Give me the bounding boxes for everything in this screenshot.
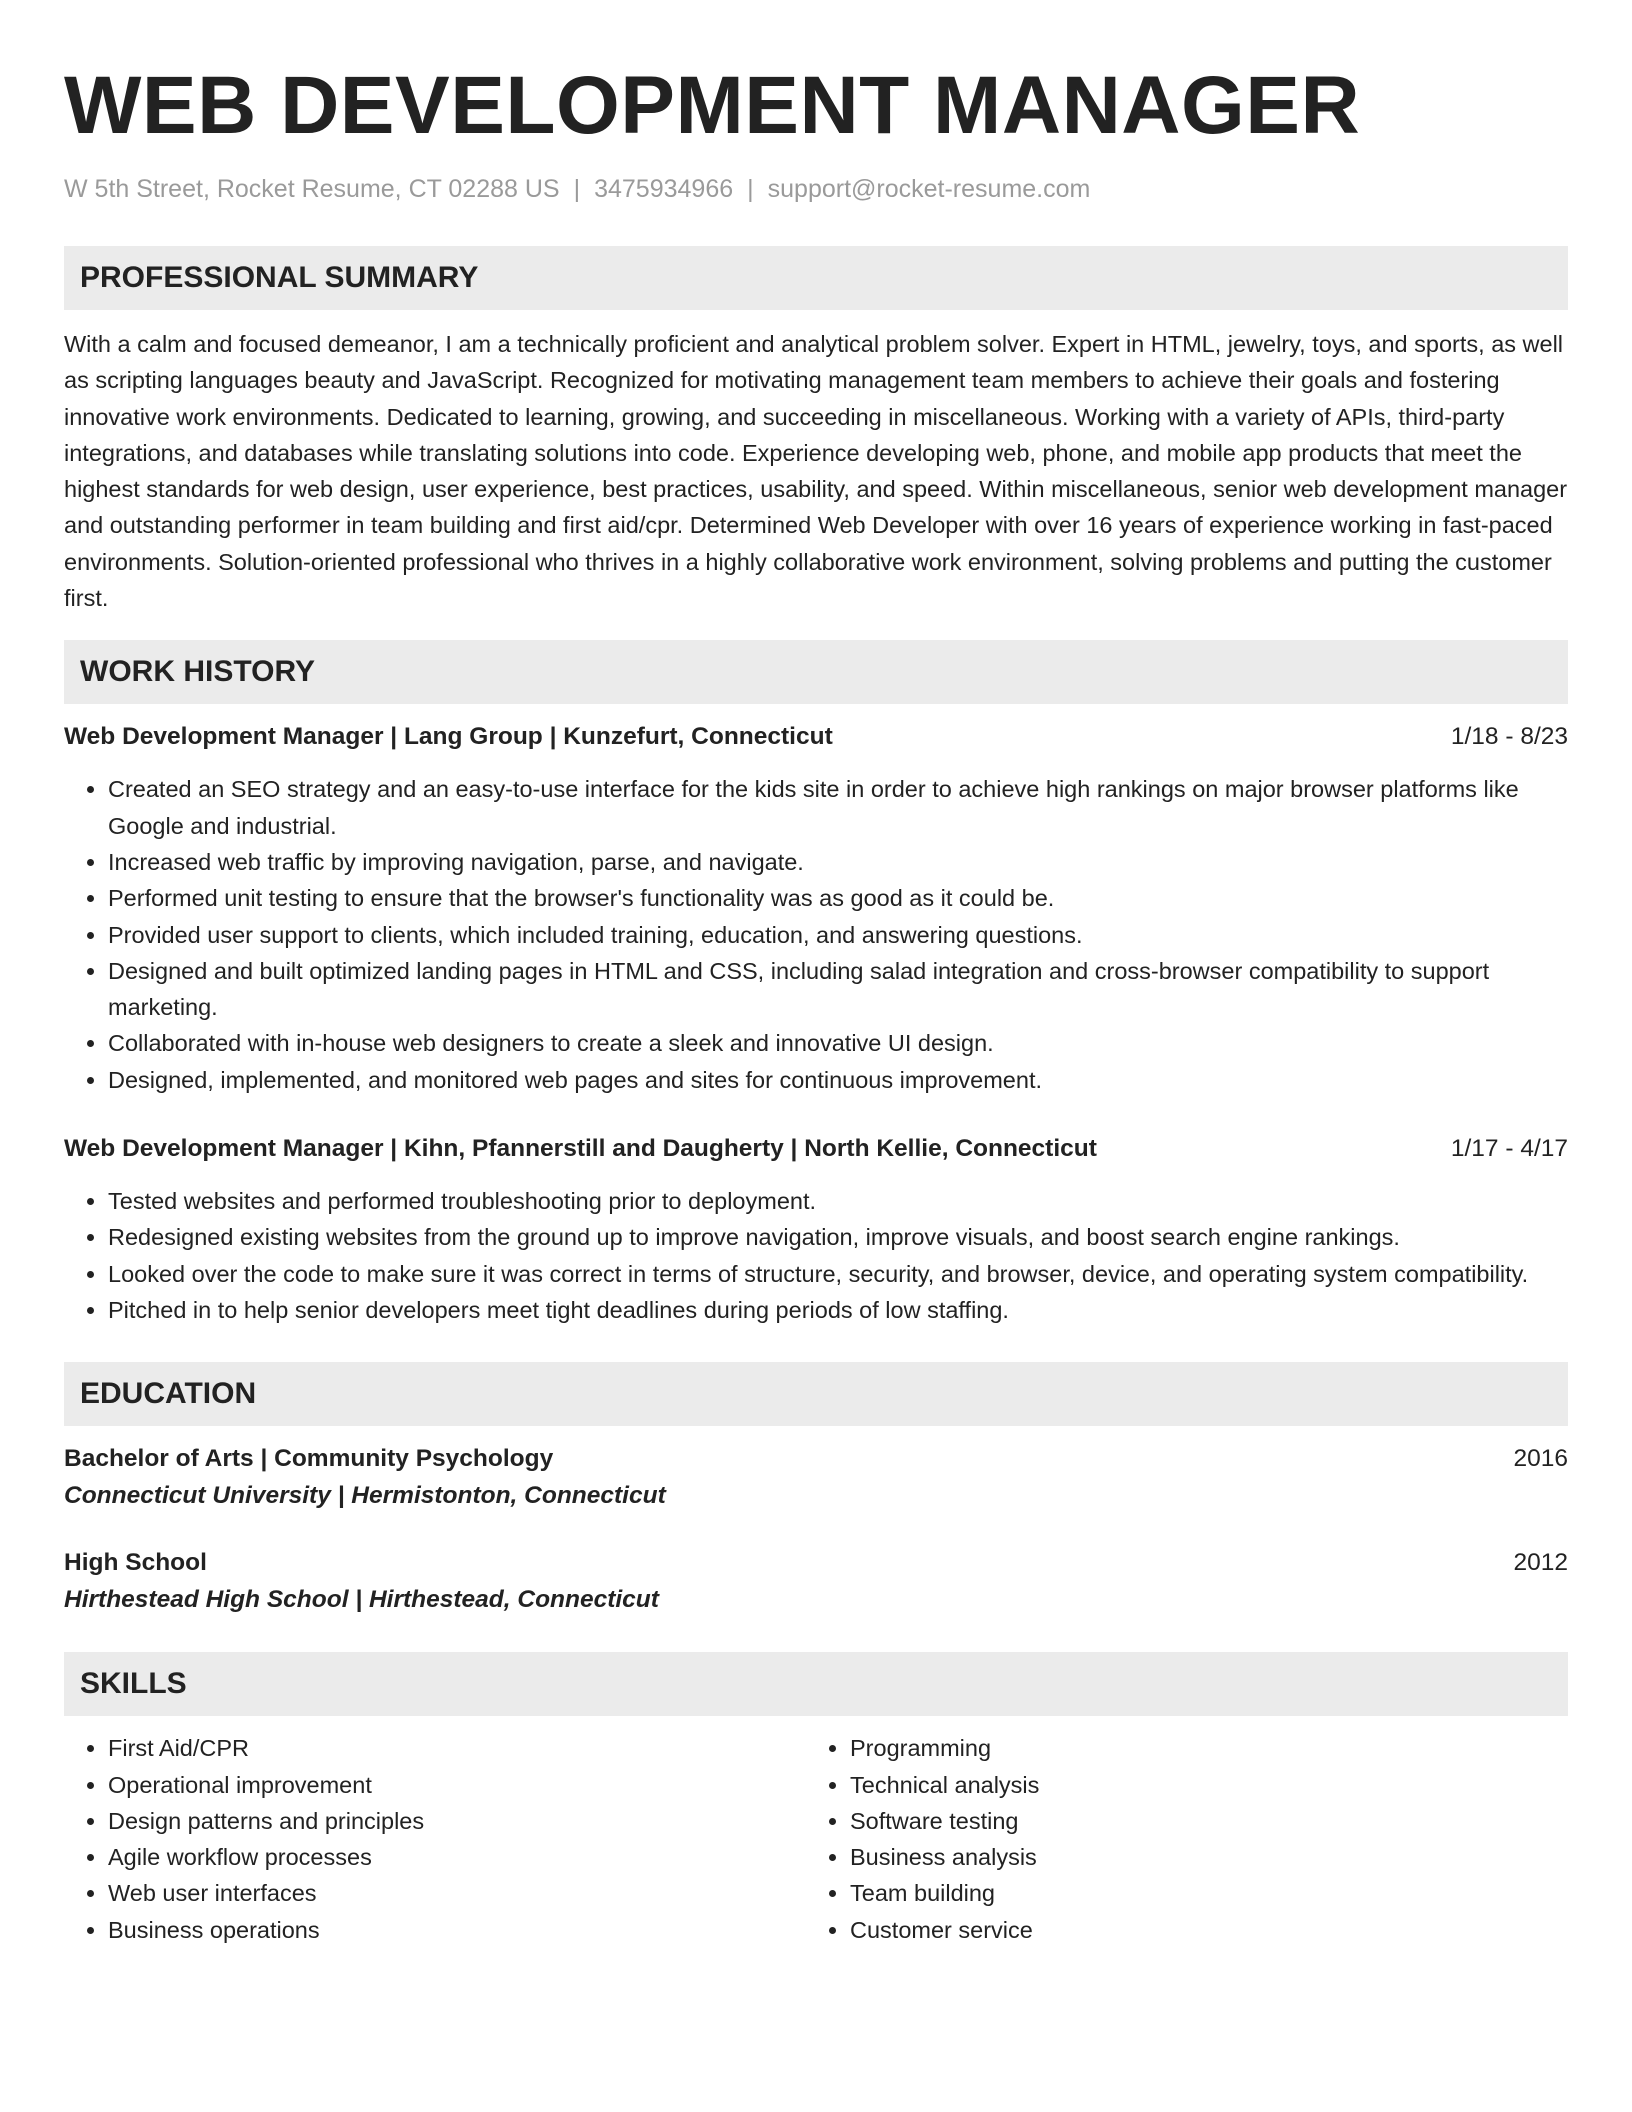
list-item: • Team building <box>850 1875 1548 1911</box>
contact-separator: | <box>747 175 754 203</box>
resume-page <box>64 0 1568 1948</box>
job-title: Web Development Manager | Lang Group | Kunzefurt, Connecticut <box>64 723 833 751</box>
skills-columns <box>64 1730 1568 1948</box>
list-item: • Web user interfaces <box>108 1875 806 1911</box>
section-heading-work: WORK HISTORY <box>64 640 1568 704</box>
job-entry <box>64 1132 1568 1328</box>
education-year: 2012 <box>1513 1549 1568 1577</box>
list-item: • Tested websites and performed troubleshooting prior to deployment. <box>108 1183 1568 1219</box>
list-item: • Pitched in to help senior developers meet tight deadlines during periods of low staffing. <box>108 1292 1568 1328</box>
section-heading-summary: PROFESSIONAL SUMMARY <box>64 246 1568 310</box>
list-item: • Designed and built optimized landing pages in HTML and CSS, including salad integration and cross-browser compatibility to support marketing. <box>108 953 1568 1026</box>
education-school: Connecticut University | Hermistonton, Connecticut <box>64 1482 666 1510</box>
list-item: • Agile workflow processes <box>108 1839 806 1875</box>
education-header <box>64 1442 1568 1476</box>
list-item: • Programming <box>850 1730 1548 1766</box>
education-entry <box>64 1546 1568 1620</box>
contact-line <box>64 172 1568 206</box>
job-dates: 1/17 - 4/17 <box>1450 1135 1568 1163</box>
list-item: • Operational improvement <box>108 1767 806 1803</box>
education-school: Hirthestead High School | Hirthestead, Connecticut <box>64 1586 659 1614</box>
job-header <box>64 1132 1568 1166</box>
list-item: • Redesigned existing websites from the ground up to improve navigation, improve visuals, and boost search engine rankings. <box>108 1219 1568 1255</box>
list-item: • Technical analysis <box>850 1767 1548 1803</box>
summary-text: With a calm and focused demeanor, I am a technically proficient and analytical problem solver. Expert in HTML, jewelry, toys, and sports, as well as scripting languages beauty and JavaScript. Recognized for motivating management team members to achieve their goals and fostering innovative work environments. Dedicated to learning, growing, and succeeding in miscellaneous. Working with a variety of APIs, third-party integrations, and databases while translating solutions into code. Experience developing web, phone, and mobile app products that meet the highest standards for web design, user experience, best practices, usability, and speed. Within miscellaneous, senior web development manager and outstanding performer in team building and first aid/cpr. Determined Web Developer with over 16 years of experience working in fast-paced environments. Solution-oriented professional who thrives in a highly collaborative work environment, solving problems and putting the customer first. <box>64 331 1568 612</box>
education-degree: Bachelor of Arts | Community Psychology <box>64 1445 554 1473</box>
job-dates: 1/18 - 8/23 <box>1450 723 1568 751</box>
section-heading-education: EDUCATION <box>64 1362 1568 1426</box>
job-entry <box>64 720 1568 1098</box>
list-item: • Customer service <box>850 1912 1548 1948</box>
list-item: • First Aid/CPR <box>108 1730 806 1766</box>
section-heading-skills: SKILLS <box>64 1652 1568 1716</box>
contact-email: support@rocket-resume.com <box>767 175 1091 203</box>
job-bullets <box>64 1183 1568 1328</box>
education-degree: High School <box>64 1549 207 1577</box>
contact-separator: | <box>573 175 581 203</box>
list-item: • Software testing <box>850 1803 1548 1839</box>
job-bullets <box>64 771 1568 1098</box>
list-item: • Business operations <box>108 1912 806 1948</box>
education-entry <box>64 1442 1568 1516</box>
list-item: • Performed unit testing to ensure that the browser's functionality was as good as it could be. <box>108 880 1568 916</box>
resume-name: WEB DEVELOPMENT MANAGER <box>64 60 1361 151</box>
skills-list-right <box>806 1730 1548 1948</box>
list-item: • Created an SEO strategy and an easy-to-use interface for the kids site in order to achieve high rankings on major browser platforms like Google and industrial. <box>108 771 1568 844</box>
job-header <box>64 720 1568 754</box>
list-item: • Provided user support to clients, which included training, education, and answering questions. <box>108 917 1568 953</box>
list-item: • Looked over the code to make sure it was correct in terms of structure, security, and browser, device, and operating system compatibility. <box>108 1256 1568 1292</box>
education-year: 2016 <box>1513 1445 1568 1473</box>
skills-list-left <box>64 1730 806 1948</box>
list-item: • Increased web traffic by improving navigation, parse, and navigate. <box>108 844 1568 880</box>
job-title: Web Development Manager | Kihn, Pfannerstill and Daugherty | North Kellie, Connecticut <box>64 1135 1097 1163</box>
education-header <box>64 1546 1568 1580</box>
list-item: • Business analysis <box>850 1839 1548 1875</box>
list-item: • Design patterns and principles <box>108 1803 806 1839</box>
list-item: • Collaborated with in-house web designers to create a sleek and innovative UI design. <box>108 1025 1568 1061</box>
contact-address: W 5th Street, Rocket Resume, CT 02288 US <box>64 175 560 203</box>
list-item: • Designed, implemented, and monitored web pages and sites for continuous improvement. <box>108 1062 1568 1098</box>
contact-phone: 3475934966 <box>594 175 734 203</box>
